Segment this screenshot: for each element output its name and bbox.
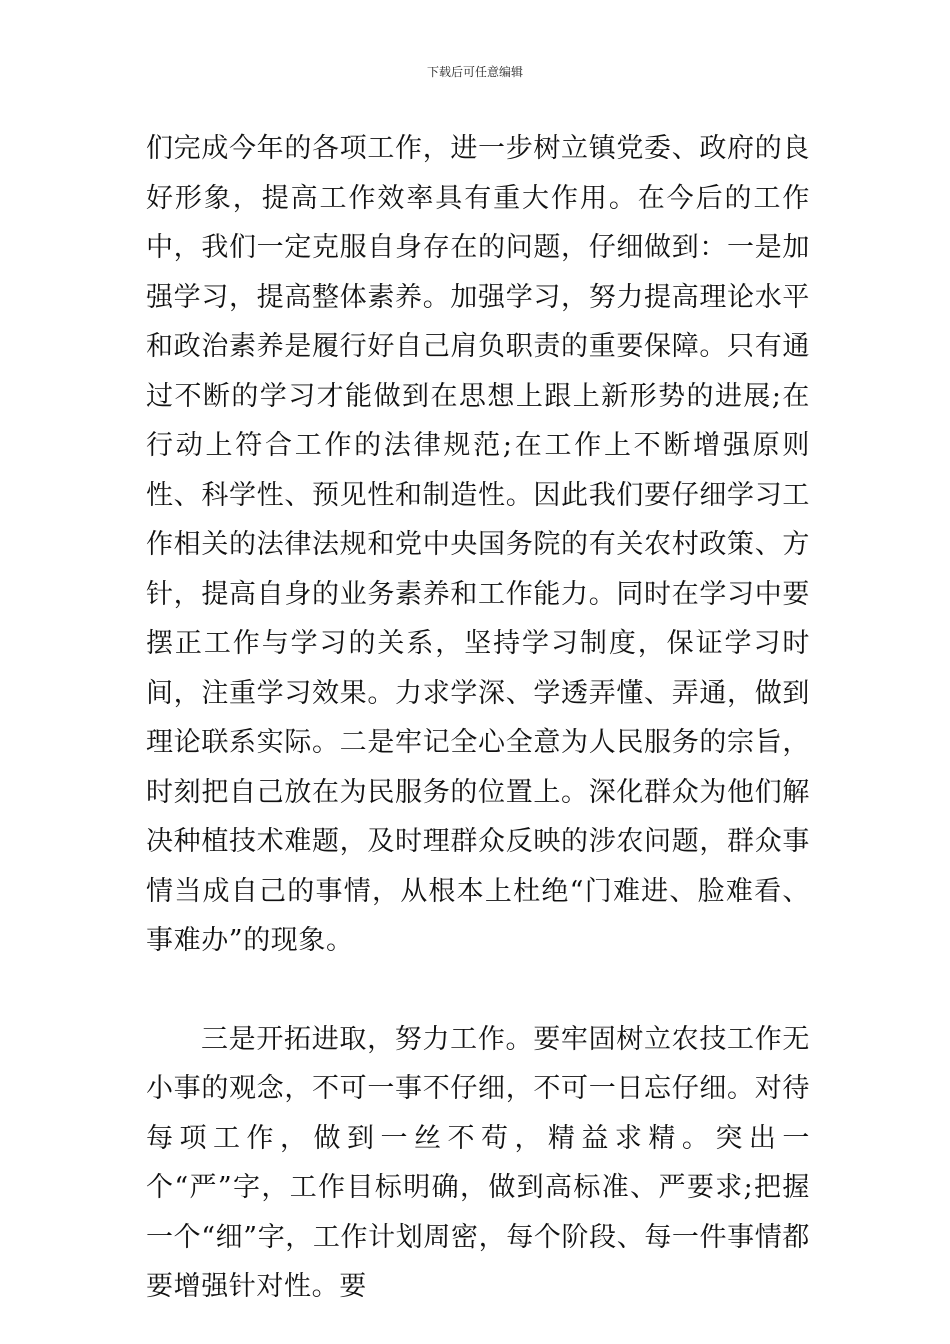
document-body: [146, 124, 810, 1312]
body-paragraph-1: 们完成今年的各项工作，进一步树立镇党委、政府的良好形象，提高工作效率具有重大作用。在今后的工作中，我们一定克服自身存在的问题，仔细做到：一是加强学习，提高整体素养。加强学习，努力提高理论水平和政治素养是履行好自己肩负职责的重要保障。只有通过不断的学习才能做到在思想上跟上新形势的进展;在行动上符合工作的法律规范;在工作上不断增强原则性、科学性、预见性和制造性。因此我们要仔细学习工作相关的法律法规和党中央国务院的有关农村政策、方针，提高自身的业务素养和工作能力。同时在学习中要摆正工作与学习的关系，坚持学习制度，保证学习时间，注重学习效果。力求学深、学透弄懂、弄通，做到理论联系实际。二是牢记全心全意为人民服务的宗旨，时刻把自己放在为民服务的位置上。深化群众为他们解决种植技术难题，及时理群众反映的涉农问题，群众事情当成自己的事情，从根本上杜绝“门难进、脸难看、事难办”的现象。: [146, 133, 810, 956]
page-header: 下载后可任意编辑: [426, 65, 523, 79]
body-paragraph-2: 三是开拓进取，努力工作。要牢固树立农技工作无小事的观念，不可一事不仔细，不可一日忘仔细。对待每项工作，做到一丝不苟，精益求精。突出一个“严”字，工作目标明确，做到高标准、严要求;把握一个“细”字，工作计划周密，每个阶段、每一件事情都要增强针对性。要: [146, 1023, 810, 1302]
